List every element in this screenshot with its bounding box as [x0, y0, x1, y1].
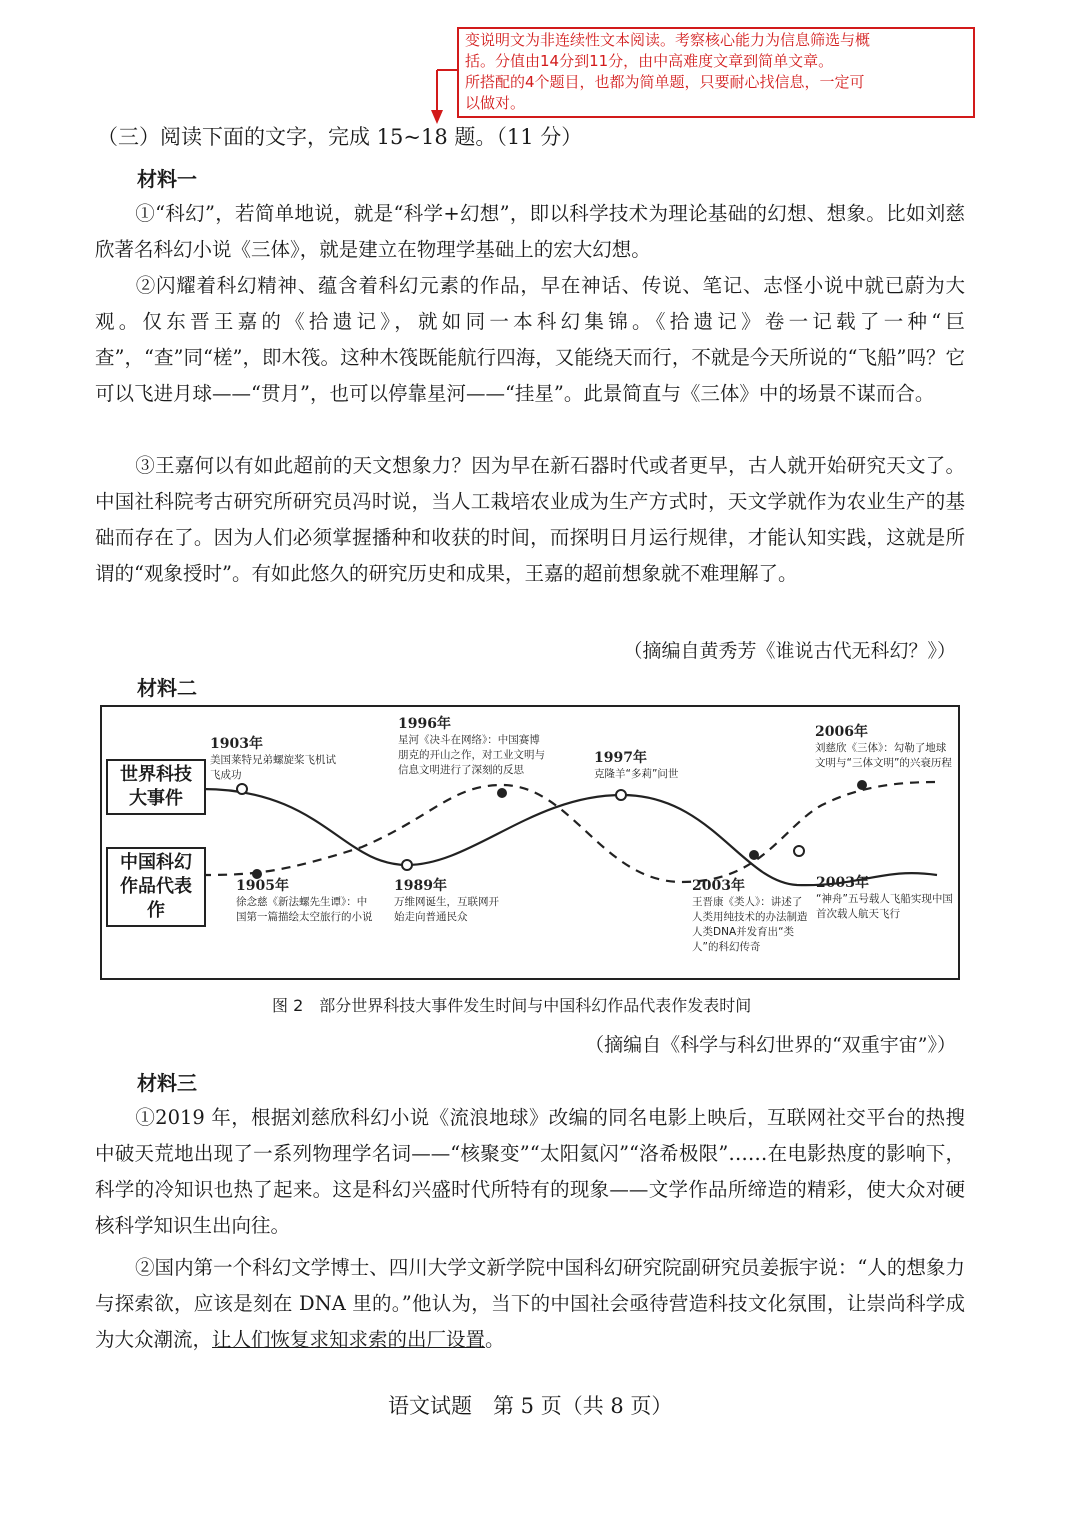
chinese-scifi-curve	[202, 782, 937, 882]
material3-paragraph-1: ①2019 年，根据刘慈欣科幻小说《流浪地球》改编的同名电影上映后，互联网社交平台的热搜中破天荒地出现了一系列物理学名词——“核聚变”“太阳氦闪”“洛希极限”……在电影热度的影响下，科学的冷知识也热了起来。这是科幻兴盛时代所特有的现象——文学作品所缔造的精彩，使大众对硬核科学知识生出向往。	[95, 1106, 965, 1237]
event-dot-1996	[497, 788, 507, 798]
chinese-scifi-label: 中国科幻作品代表作	[106, 847, 206, 927]
event-1905: 1905年 徐念慈《新法螺先生谭》：中国第一篇描绘太空旅行的小说	[236, 878, 373, 923]
question-header: （三）阅读下面的文字，完成 15~18 题。（11 分）	[97, 125, 583, 149]
event-2006: 2006年 刘慈欣《三体》：勾勒了地球文明与“三体文明”的兴衰历程	[815, 724, 952, 769]
page-footer: 语文试题 第 5 页（共 8 页）	[388, 1394, 673, 1418]
timeline-figure	[100, 705, 960, 980]
material1-paragraph-2: ②闪耀着科幻精神、蕴含着科幻元素的作品，早在神话、传说、笔记、志怪小说中就已蔚为大观。仅东晋王嘉的《拾遗记》，就如同一本科幻集锦。《拾遗记》卷一记载了一种“巨查”，“查”同“槎”，即木筏。这种木筏既能航行四海，又能绕天而行，不就是今天所说的“飞船”吗？它可以飞进月球——“贯月”，也可以停靠星河——“挂星”。此景简直与《三体》中的场景不谋而合。	[95, 274, 965, 405]
event-dot-1903	[237, 784, 247, 794]
event-dot-2006	[857, 780, 867, 790]
material3-paragraph-2: ②国内第一个科幻文学博士、四川大学文新学院中国科幻研究院副研究员姜振宇说：“人的想象力与探索欲，应该是刻在 DNA 里的。”他认为，当下的中国社会亟待营造科技文化氛围，让崇尚科学成为大众潮流，让人们恢复求知求索的出厂设置。	[95, 1256, 965, 1351]
annotation-line: 括。分值由14分到11分，由中高难度文章到简单文章。	[465, 52, 834, 70]
event-1997: 1997年 克隆羊“多莉”问世	[594, 750, 679, 780]
figure-caption: 图 2 部分世界科技大事件发生时间与中国科幻作品代表作发表时间	[272, 996, 752, 1015]
event-dot-1997	[616, 790, 626, 800]
material1-paragraph-1: ①“科幻”，若简单地说，就是“科学+幻想”，即以科学技术为理论基础的幻想、想象。比如刘慈欣著名科幻小说《三体》，就是建立在物理学基础上的宏大幻想。	[95, 202, 965, 261]
annotation-line: 所搭配的4个题目，也都为简单题，只要耐心找信息，一定可	[465, 73, 865, 91]
event-2003-lei-ren: 2003年 王晋康《类人》：讲述了人类用纯技术的办法制造人类DNA并发育出“类人”的科幻传奇	[692, 878, 808, 953]
material2-title: 材料二	[137, 676, 197, 700]
event-1903: 1903年 美国莱特兄弟螺旋桨飞机试飞成功	[210, 736, 336, 781]
event-dot-2003-shenzhou	[794, 846, 804, 856]
world-events-label: 世界科技大事件	[106, 759, 206, 815]
event-2003-shenzhou: 2003年 “神舟”五号载人飞船实现中国首次载人航天飞行	[816, 875, 953, 920]
event-1996: 1996年 星河《决斗在网络》：中国赛博朋克的开山之作，对工业文明与信息文明进行了深刻的反思	[398, 716, 545, 776]
event-1989: 1989年 万维网诞生，互联网开始走向普通民众	[394, 878, 499, 923]
annotation-line: 变说明文为非连续性文本阅读。考察核心能力为信息筛选与概	[465, 31, 871, 49]
event-dot-1989	[402, 860, 412, 870]
event-dot-2003-lei-ren	[749, 850, 759, 860]
material1-paragraph-3: ③王嘉何以有如此超前的天文想象力？因为早在新石器时代或者更早，古人就开始研究天文了。中国社科院考古研究所研究员冯时说，当人工栽培农业成为生产方式时，天文学就作为农业生产的基础而存在了。因为人们必须掌握播种和收获的时间，而探明日月运行规律，才能认知实践，这就是所谓的“观象授时”。有如此悠久的研究历史和成果，王嘉的超前想象就不难理解了。	[95, 454, 965, 585]
underlined-phrase: 让人们恢复求知求索的出厂设置	[212, 1328, 486, 1351]
material2-source: （摘编自《科学与科幻世界的“双重宇宙”》）	[585, 1034, 956, 1056]
material1-source: （摘编自黄秀芳《谁说古代无科幻？》）	[623, 640, 956, 662]
material1-title: 材料一	[137, 167, 197, 191]
material3-title: 材料三	[137, 1071, 197, 1095]
annotation-line: 以做对。	[465, 94, 526, 112]
world-events-curve	[202, 789, 937, 885]
